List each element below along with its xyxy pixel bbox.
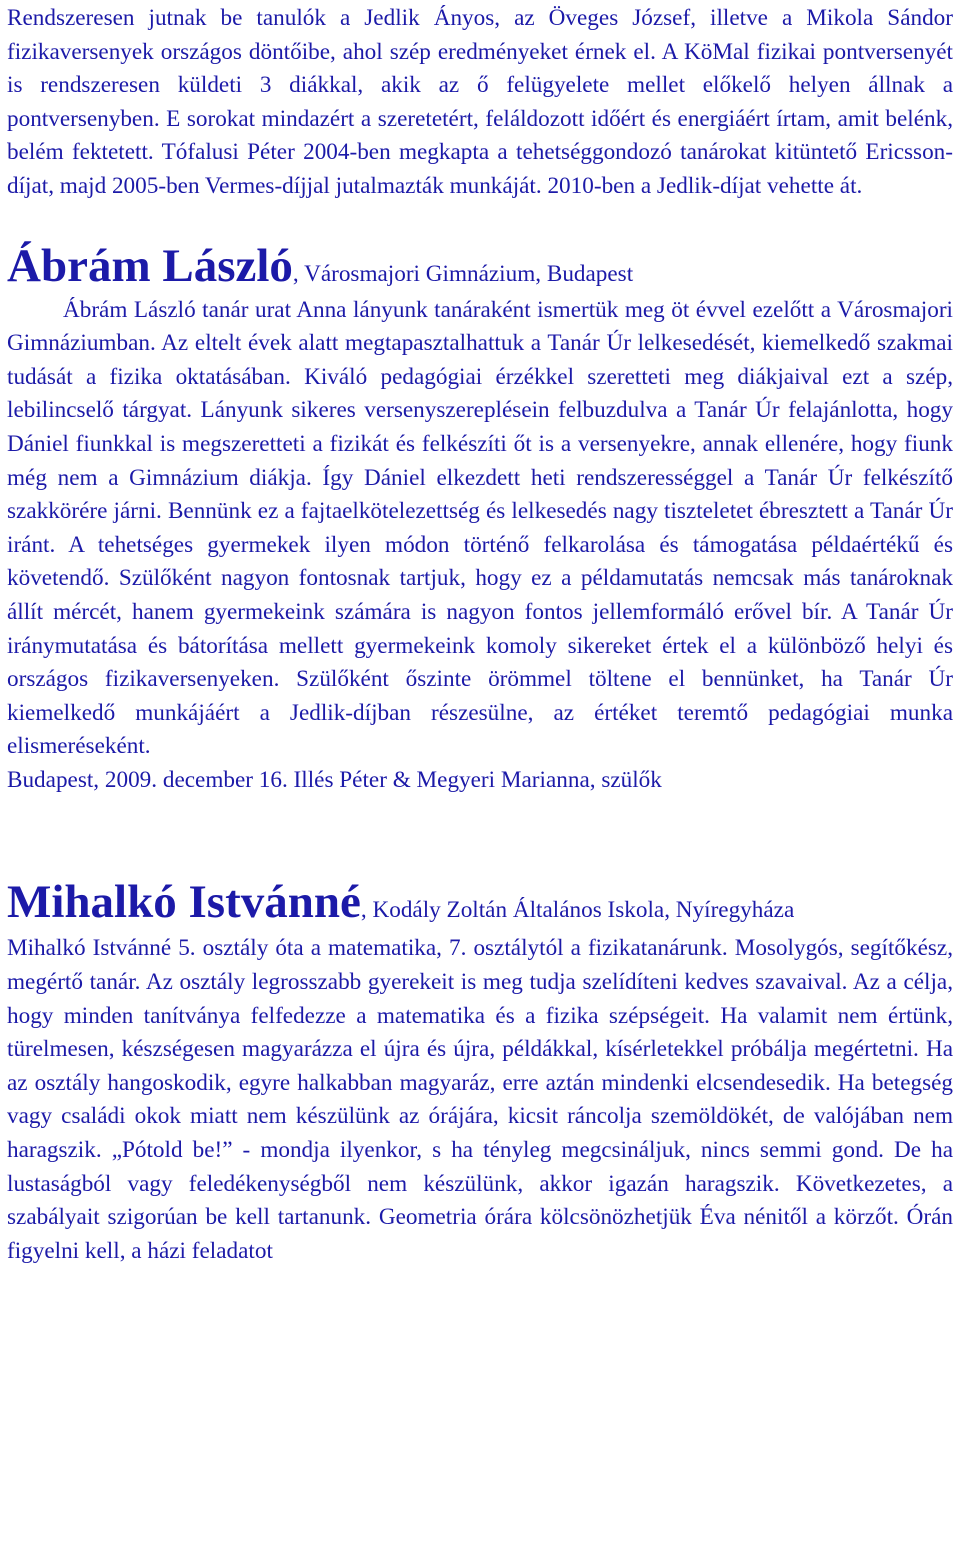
teacher-affiliation: , Városmajori Gimnázium, Budapest	[292, 260, 634, 287]
teacher-name: Mihalkó Istvánné	[7, 876, 361, 929]
section-abram-laszlo	[7, 238, 953, 798]
section-heading	[7, 872, 953, 932]
intro-paragraph: Rendszeresen jutnak be tanulók a Jedlik Ányos, az Öveges József, illetve a Mikola Sándor fizikaversenyek országos döntőibe, ahol szép eredményeket érnek el. A KöMal fizikai pontversenyét is rendszeresen küldeti 3 diákkal, akik az ő felügyelete mellet előkelő helyen állnak a pontversenyben. E sorokat mindazért a szeretetért, feláldozott időért és energiáért írtam, amit belénk, belém fektetett. Tófalusi Péter 2004-ben megkapta a tehetséggondozó tanárokat kitüntető Ericsson-díjat, majd 2005-ben Vermes-díjjal jutalmazták munkáját. 2010-ben a Jedlik-díjat vehette át.	[7, 5, 953, 199]
signature-line: Budapest, 2009. december 16. Illés Péter & Megyeri Marianna, szülők	[7, 766, 662, 793]
teacher-affiliation: , Kodály Zoltán Általános Iskola, Nyíregyháza	[360, 897, 795, 924]
section-body: Ábrám László tanár urat Anna lányunk tanáraként ismertük meg öt évvel ezelőtt a Városmajori Gimnáziumban. Az eltelt évek alatt megtapasztalhattuk a Tanár Úr lelkesedését, kiemelkedő szakmai tudását a fizika oktatásában. Kiváló pedagógiai érzékkel szeretteti meg diákjaival ezt a szép, lebilincselő tárgyat. Lányunk sikeres versenyszereplésein felbuzdulva a Tanár Úr felajánlotta, hogy Dániel fiunkkal is megszeretteti a fizikát és felkészíti őt is a versenyekre, annak ellenére, hogy fiunk még nem a Gimnázium diákja. Így Dániel elkezdett heti rendszerességgel a Tanár Úr felkészítő szakkörére járni. Bennünk ez a fajtaelkötelezettség és lelkesedés nagy tiszteletet ébresztett a Tanár Úr iránt. A tehetséges gyermekek ilyen módon történő felkarolása és támogatása példaértékű és követendő. Szülőként nagyon fontosnak tartjuk, hogy ez a példamutatás nemcsak más tanároknak állít mércét, hanem gyermekeink számára is nagyon fontos jellemformáló erővel bír. A Tanár Úr iránymutatása és bátorítása mellett gyermekeink komoly sikereket értek el a különböző helyi és országos fizikaversenyeken. Szülőként őszinte örömmel töltene el bennünket, ha Tanár Úr kiemelkedő munkájáért a Jedlik-díjban részesülne, az értéket teremtő pedagógiai munka elismeréseként.	[7, 296, 953, 760]
teacher-name: Ábrám László	[7, 239, 293, 292]
section-mihalko-istvanne	[7, 872, 953, 1268]
document-page	[7, 2, 953, 1268]
section-body: Mihalkó Istvánné 5. osztály óta a matematika, 7. osztálytól a fizikatanárunk. Mosolygós, segítőkész, megértő tanár. Az osztály legrosszabb gyerekeit is meg tudja szelídíteni kedves szavaival. Az a célja, hogy minden tanítványa felfedezze a matematika és a fizika szépségeit. Ha valamit nem értünk, türelmesen, készségesen magyarázza el újra és újra, példákkal, kísérletekkel próbálja megértetni. Ha az osztály hangoskodik, egyre halkabban magyaráz, erre aztán mindenki elcsendesedik. Ha betegség vagy családi okok miatt nem készülünk az órájára, kicsit ráncolja szemöldökét, de valójában nem haragszik. „Pótold be!” - mondja ilyenkor, s ha tényleg megcsináljuk, nincs semmi gond. De ha lustaságból vagy feledékenységből nem készülünk, akkor igazán haragszik. Következetes, a szabályait szigorúan be kell tartanunk. Geometria órára kölcsönözhetjük Éva nénitől a körzőt. Órán figyelni kell, a házi feladatot	[7, 935, 953, 1264]
section-heading	[7, 238, 953, 294]
